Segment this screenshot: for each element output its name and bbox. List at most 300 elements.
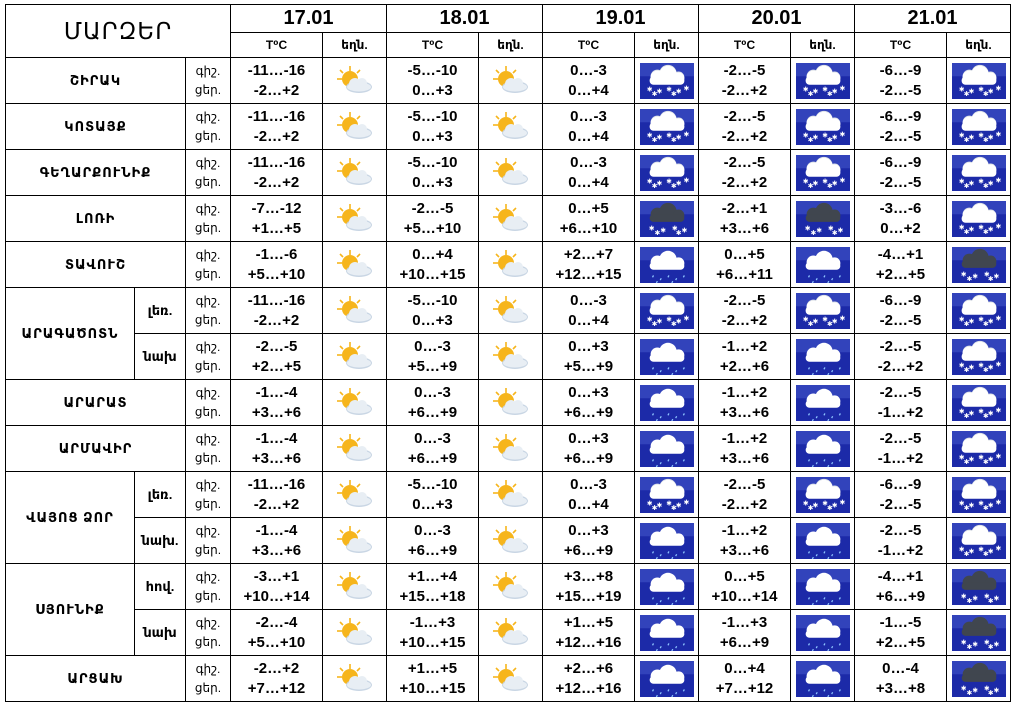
weather-cell — [635, 518, 699, 564]
svg-text:✱: ✱ — [958, 498, 964, 507]
temperature-cell — [543, 472, 635, 518]
night-temp: 0…-3 — [414, 383, 451, 401]
svg-text:✱: ✱ — [682, 84, 689, 92]
svg-text:✱: ✱ — [993, 639, 999, 648]
rain-icon — [635, 385, 698, 421]
sun-cloud-icon — [479, 248, 542, 282]
svg-text:✱: ✱ — [655, 178, 662, 187]
temperature-cell — [855, 472, 947, 518]
svg-text:✱: ✱ — [655, 86, 662, 95]
day-temp: +5…+10 — [403, 219, 462, 237]
weather-cell — [947, 242, 1011, 288]
svg-text:✱: ✱ — [994, 84, 1001, 92]
night-temp: -1…+2 — [721, 337, 768, 355]
weather-cell — [479, 58, 543, 104]
rain-icon — [635, 569, 698, 605]
night-label: գիշ. — [195, 63, 221, 78]
table-row — [6, 518, 1011, 564]
day-label: ցեր. — [194, 358, 222, 373]
temperature-cell — [855, 196, 947, 242]
night-temp: 0…+3 — [568, 521, 609, 539]
day-temp: -2…+2 — [253, 173, 300, 191]
svg-text:✱: ✱ — [977, 360, 984, 369]
weather-cell — [479, 656, 543, 702]
day-temp: -1…+2 — [877, 541, 924, 559]
temperature-cell — [699, 196, 791, 242]
svg-text:✱: ✱ — [993, 593, 999, 602]
svg-text:✱: ✱ — [831, 132, 837, 141]
svg-text:✱: ✱ — [963, 365, 969, 374]
svg-text:✱: ✱ — [963, 135, 969, 144]
weather-cell — [479, 242, 543, 288]
svg-text:✱: ✱ — [826, 135, 833, 144]
region-name: ՎԱՅՈՑ ՁՈՐ — [6, 472, 135, 564]
day-temp: -1…+2 — [877, 449, 924, 467]
weather-cell — [479, 564, 543, 610]
day-temp: 0…+4 — [568, 173, 609, 191]
night-temp: -6…-9 — [879, 153, 922, 171]
svg-text:✱: ✱ — [675, 228, 681, 237]
temperature-cell — [699, 242, 791, 288]
subregion-label: լեռ. — [135, 288, 186, 334]
weather-cell — [947, 656, 1011, 702]
rain-icon — [791, 339, 854, 375]
svg-text:✱: ✱ — [977, 176, 984, 185]
temperature-cell — [231, 334, 323, 380]
svg-text:✱: ✱ — [651, 89, 657, 98]
svg-text:✱: ✱ — [987, 688, 993, 697]
weather-cell — [479, 610, 543, 656]
day-temp: -2…+2 — [253, 311, 300, 329]
svg-text:✱: ✱ — [983, 269, 990, 278]
svg-text:✱: ✱ — [958, 360, 964, 369]
svg-text:✱: ✱ — [655, 316, 662, 325]
sun-cloud-icon — [323, 156, 386, 190]
svg-text:✱: ✱ — [648, 223, 654, 232]
svg-text:✱: ✱ — [802, 176, 808, 185]
temperature-cell — [387, 610, 479, 656]
table-row — [6, 58, 1011, 104]
sun-cloud-icon — [479, 662, 542, 696]
header-row-dates — [6, 5, 1011, 33]
temperature-cell — [855, 334, 947, 380]
forecast-body — [6, 58, 1011, 702]
night-temp: -7…-12 — [251, 199, 302, 217]
svg-text:✱: ✱ — [967, 316, 974, 325]
svg-text:✱: ✱ — [821, 498, 828, 507]
svg-text:✱: ✱ — [983, 683, 990, 692]
svg-text:✱: ✱ — [963, 411, 969, 420]
rain-icon — [635, 339, 698, 375]
day-temp: +6…+9 — [563, 449, 614, 467]
time-of-day-labels — [186, 426, 231, 472]
night-temp: -1…-4 — [255, 429, 298, 447]
table-row — [6, 610, 1011, 656]
table-row — [6, 380, 1011, 426]
time-of-day-labels — [186, 334, 231, 380]
svg-text:✱: ✱ — [802, 498, 808, 507]
svg-text:✱: ✱ — [831, 178, 837, 187]
night-label: գիշ. — [195, 339, 221, 354]
day-temp: +5…+10 — [247, 633, 306, 651]
day-temp: -2…+2 — [721, 495, 768, 513]
svg-text:✱: ✱ — [994, 314, 1001, 322]
table-row — [6, 472, 1011, 518]
svg-text:✱: ✱ — [966, 688, 972, 697]
night-temp: +2…+6 — [563, 659, 614, 677]
temperature-cell — [855, 58, 947, 104]
night-temp: -11…-16 — [247, 107, 306, 125]
weather-cell — [479, 196, 543, 242]
temperature-cell — [699, 472, 791, 518]
sun-cloud-icon — [479, 432, 542, 466]
svg-text:✱: ✱ — [987, 224, 993, 233]
night-temp: -1…+2 — [721, 429, 768, 447]
day-temp: +7…+12 — [715, 679, 774, 697]
day-temp: +2…+6 — [719, 357, 770, 375]
weather-cell — [323, 242, 387, 288]
region-name: ՏԱՎՈՒՇ — [6, 242, 186, 288]
svg-text:✱: ✱ — [646, 176, 652, 185]
rain-icon — [635, 615, 698, 651]
svg-text:✱: ✱ — [963, 549, 969, 558]
weather-cell — [635, 150, 699, 196]
temperature-cell — [387, 564, 479, 610]
day-temp: +12…+16 — [555, 679, 622, 697]
svg-text:✱: ✱ — [987, 362, 993, 371]
svg-text:✱: ✱ — [960, 269, 966, 278]
svg-text:✱: ✱ — [960, 591, 966, 600]
temperature-cell — [699, 564, 791, 610]
night-label: գիշ. — [195, 155, 221, 170]
svg-text:✱: ✱ — [655, 500, 662, 509]
svg-text:✱: ✱ — [983, 637, 990, 646]
svg-text:✱: ✱ — [963, 319, 969, 328]
day-temp: +2…+5 — [875, 265, 926, 283]
svg-text:✱: ✱ — [971, 639, 978, 648]
sun-cloud-icon — [323, 248, 386, 282]
temperature-cell — [231, 426, 323, 472]
day-label: ցեր. — [194, 634, 222, 649]
rain-icon — [791, 615, 854, 651]
svg-text:✱: ✱ — [651, 319, 657, 328]
sun-cloud-icon — [479, 156, 542, 190]
weather-cell — [791, 196, 855, 242]
svg-text:✱: ✱ — [987, 178, 993, 187]
snow-icon — [791, 155, 854, 191]
svg-text:✱: ✱ — [675, 86, 681, 95]
rain-icon — [791, 247, 854, 283]
weather-cell — [479, 288, 543, 334]
svg-text:✱: ✱ — [963, 181, 969, 190]
svg-text:✱: ✱ — [670, 135, 677, 144]
svg-text:✱: ✱ — [821, 314, 828, 323]
sun-cloud-icon — [479, 478, 542, 512]
day-label: ցեր. — [194, 588, 222, 603]
svg-text:✱: ✱ — [982, 181, 989, 190]
temperature-cell — [543, 104, 635, 150]
night-temp: 0…-3 — [414, 337, 451, 355]
sun-cloud-icon — [323, 432, 386, 466]
snow-icon — [635, 155, 698, 191]
temperature-cell — [231, 242, 323, 288]
night-temp: -5…-10 — [407, 475, 458, 493]
dark-snow-icon — [791, 201, 854, 237]
night-temp: -3…-6 — [879, 199, 922, 217]
day-temp: +3…+8 — [875, 679, 926, 697]
svg-text:✱: ✱ — [987, 316, 993, 325]
temperature-cell — [387, 288, 479, 334]
night-temp: +3…+8 — [563, 567, 614, 585]
svg-text:✱: ✱ — [675, 316, 681, 325]
subregion-label: հով. — [135, 564, 186, 610]
night-temp: -1…-4 — [255, 521, 298, 539]
night-temp: -1…+3 — [721, 613, 768, 631]
region-name: ԳԵՂԱՐՔՈՒՆԻՔ — [6, 150, 186, 196]
day-temp: +2…+5 — [875, 633, 926, 651]
svg-text:✱: ✱ — [826, 89, 833, 98]
sun-cloud-icon — [479, 110, 542, 144]
sun-cloud-icon — [479, 294, 542, 328]
day-temp: +3…+6 — [251, 541, 302, 559]
day-temp: +2…+5 — [251, 357, 302, 375]
night-temp: -2…-5 — [411, 199, 454, 217]
night-label: գիշ. — [195, 247, 221, 262]
svg-text:✱: ✱ — [837, 225, 843, 234]
svg-text:✱: ✱ — [960, 683, 966, 692]
weather-cell — [323, 334, 387, 380]
svg-text:✱: ✱ — [987, 408, 993, 417]
svg-text:✱: ✱ — [994, 452, 1001, 460]
temperature-cell — [699, 104, 791, 150]
svg-text:✱: ✱ — [982, 89, 989, 98]
svg-text:✱: ✱ — [958, 84, 964, 93]
weather-cell — [635, 380, 699, 426]
svg-text:✱: ✱ — [811, 178, 818, 187]
svg-text:✱: ✱ — [675, 500, 681, 509]
day-temp: +6…+10 — [559, 219, 618, 237]
svg-text:✱: ✱ — [671, 223, 678, 232]
weather-cell — [635, 564, 699, 610]
temperature-cell — [387, 58, 479, 104]
svg-text:✱: ✱ — [659, 225, 666, 234]
weather-cell — [791, 242, 855, 288]
svg-text:✱: ✱ — [675, 132, 681, 141]
svg-text:✱: ✱ — [802, 130, 808, 139]
table-row — [6, 426, 1011, 472]
temperature-cell — [387, 472, 479, 518]
night-temp: +2…+7 — [563, 245, 614, 263]
region-name: ԱՐԱԳԱԾՈՏՆ — [6, 288, 135, 380]
svg-text:✱: ✱ — [982, 549, 989, 558]
temperature-cell — [699, 656, 791, 702]
time-of-day-labels — [186, 58, 231, 104]
time-of-day-labels — [186, 196, 231, 242]
night-temp: 0…-3 — [570, 107, 607, 125]
night-temp: -5…-10 — [407, 107, 458, 125]
day-temp: +5…+10 — [247, 265, 306, 283]
svg-text:✱: ✱ — [665, 176, 672, 185]
svg-text:✱: ✱ — [994, 498, 1001, 506]
table-row — [6, 334, 1011, 380]
night-temp: -3…+1 — [253, 567, 300, 585]
day-temp: -2…-5 — [879, 495, 922, 513]
snow-icon — [791, 63, 854, 99]
sun-cloud-icon — [323, 662, 386, 696]
day-label: ցեր. — [194, 128, 222, 143]
night-temp: -2…-5 — [723, 291, 766, 309]
day-label: ցեր. — [194, 404, 222, 419]
temperature-cell — [543, 196, 635, 242]
day-label: ցեր. — [194, 266, 222, 281]
night-temp: 0…-3 — [414, 429, 451, 447]
date-header: 20.01 — [699, 5, 855, 33]
region-name: ԿՈՏԱՅՔ — [6, 104, 186, 150]
day-temp: -2…+2 — [721, 311, 768, 329]
weather-cell — [323, 518, 387, 564]
svg-text:✱: ✱ — [811, 132, 818, 141]
svg-text:✱: ✱ — [977, 544, 984, 553]
night-temp: 0…+5 — [568, 199, 609, 217]
weather-cell — [635, 472, 699, 518]
day-temp: -2…+2 — [253, 495, 300, 513]
subregion-label: նախ — [135, 334, 186, 380]
time-of-day-labels — [186, 242, 231, 288]
day-temp: 0…+3 — [412, 173, 453, 191]
day-label: ցեր. — [194, 450, 222, 465]
temp-header: T⁰C — [387, 33, 479, 58]
night-temp: 0…-3 — [570, 61, 607, 79]
rain-icon — [635, 247, 698, 283]
svg-text:✱: ✱ — [982, 319, 989, 328]
region-name: ԱՐԱՐԱՏ — [6, 380, 186, 426]
snow-icon — [947, 523, 1010, 559]
svg-text:✱: ✱ — [646, 498, 652, 507]
temperature-cell — [855, 564, 947, 610]
svg-text:✱: ✱ — [963, 457, 969, 466]
day-temp: 0…+3 — [412, 495, 453, 513]
temperature-cell — [231, 656, 323, 702]
weather-cell — [323, 426, 387, 472]
day-temp: +6…+9 — [407, 541, 458, 559]
weather-cell — [947, 564, 1011, 610]
night-temp: -1…-5 — [879, 613, 922, 631]
temperature-cell — [699, 426, 791, 472]
sun-cloud-icon — [323, 294, 386, 328]
sun-cloud-icon — [479, 386, 542, 420]
subregion-label: նախ. — [135, 518, 186, 564]
weather-cell — [635, 58, 699, 104]
svg-text:✱: ✱ — [977, 498, 984, 507]
day-label: ցեր. — [194, 542, 222, 557]
svg-text:✱: ✱ — [651, 135, 657, 144]
night-temp: -11…-16 — [247, 291, 306, 309]
day-temp: -2…+2 — [253, 81, 300, 99]
day-temp: +6…+9 — [407, 403, 458, 421]
night-temp: 0…+5 — [724, 245, 765, 263]
weather-cell — [791, 426, 855, 472]
night-temp: -11…-16 — [247, 61, 306, 79]
night-temp: -2…-5 — [879, 383, 922, 401]
svg-text:✱: ✱ — [811, 500, 818, 509]
weather-cell — [791, 472, 855, 518]
night-temp: -1…-6 — [255, 245, 298, 263]
day-temp: +10…+15 — [399, 265, 466, 283]
temperature-cell — [231, 196, 323, 242]
night-temp: -11…-16 — [247, 153, 306, 171]
svg-text:✱: ✱ — [807, 135, 813, 144]
svg-text:✱: ✱ — [651, 503, 657, 512]
day-temp: +3…+6 — [251, 449, 302, 467]
weather-cell — [947, 518, 1011, 564]
svg-text:✱: ✱ — [982, 503, 989, 512]
night-temp: -2…-5 — [723, 153, 766, 171]
svg-text:✱: ✱ — [838, 314, 845, 322]
weather-header: եղն. — [635, 33, 699, 58]
svg-text:✱: ✱ — [651, 181, 657, 190]
time-of-day-labels — [186, 380, 231, 426]
svg-text:✱: ✱ — [821, 84, 828, 93]
snow-icon — [947, 63, 1010, 99]
rain-icon — [635, 523, 698, 559]
weather-cell — [791, 656, 855, 702]
day-temp: -2…+2 — [721, 81, 768, 99]
night-temp: -1…+2 — [721, 521, 768, 539]
sun-cloud-icon — [323, 478, 386, 512]
weather-cell — [791, 104, 855, 150]
day-temp: +6…+9 — [719, 633, 770, 651]
svg-text:✱: ✱ — [958, 176, 964, 185]
day-temp: -2…+2 — [721, 173, 768, 191]
day-temp: 0…+2 — [880, 219, 921, 237]
day-temp: +10…+14 — [711, 587, 778, 605]
temperature-cell — [855, 656, 947, 702]
temperature-cell — [855, 104, 947, 150]
svg-text:✱: ✱ — [977, 84, 984, 93]
day-label: ցեր. — [194, 312, 222, 327]
temperature-cell — [699, 334, 791, 380]
day-temp: +3…+6 — [719, 403, 770, 421]
night-temp: -4…+1 — [877, 245, 924, 263]
svg-text:✱: ✱ — [967, 178, 974, 187]
snow-icon — [791, 293, 854, 329]
svg-text:✱: ✱ — [838, 84, 845, 92]
svg-text:✱: ✱ — [682, 498, 689, 506]
day-temp: +15…+19 — [555, 587, 622, 605]
temperature-cell — [855, 610, 947, 656]
svg-text:✱: ✱ — [826, 181, 833, 190]
weather-cell — [635, 104, 699, 150]
day-temp: +5…+9 — [563, 357, 614, 375]
svg-text:✱: ✱ — [682, 176, 689, 184]
svg-text:✱: ✱ — [810, 228, 816, 237]
temperature-cell — [543, 334, 635, 380]
weather-cell — [947, 288, 1011, 334]
time-of-day-labels — [186, 104, 231, 150]
dark-snow-icon — [635, 201, 698, 237]
svg-text:✱: ✱ — [838, 130, 845, 138]
sun-cloud-icon — [323, 110, 386, 144]
svg-text:✱: ✱ — [838, 498, 845, 506]
weather-cell — [635, 288, 699, 334]
svg-text:✱: ✱ — [967, 454, 974, 463]
temperature-cell — [387, 334, 479, 380]
day-temp: +3…+6 — [719, 541, 770, 559]
weather-cell — [479, 426, 543, 472]
svg-text:✱: ✱ — [967, 500, 974, 509]
region-name: ՇԻՐԱԿ — [6, 58, 186, 104]
temperature-cell — [231, 288, 323, 334]
